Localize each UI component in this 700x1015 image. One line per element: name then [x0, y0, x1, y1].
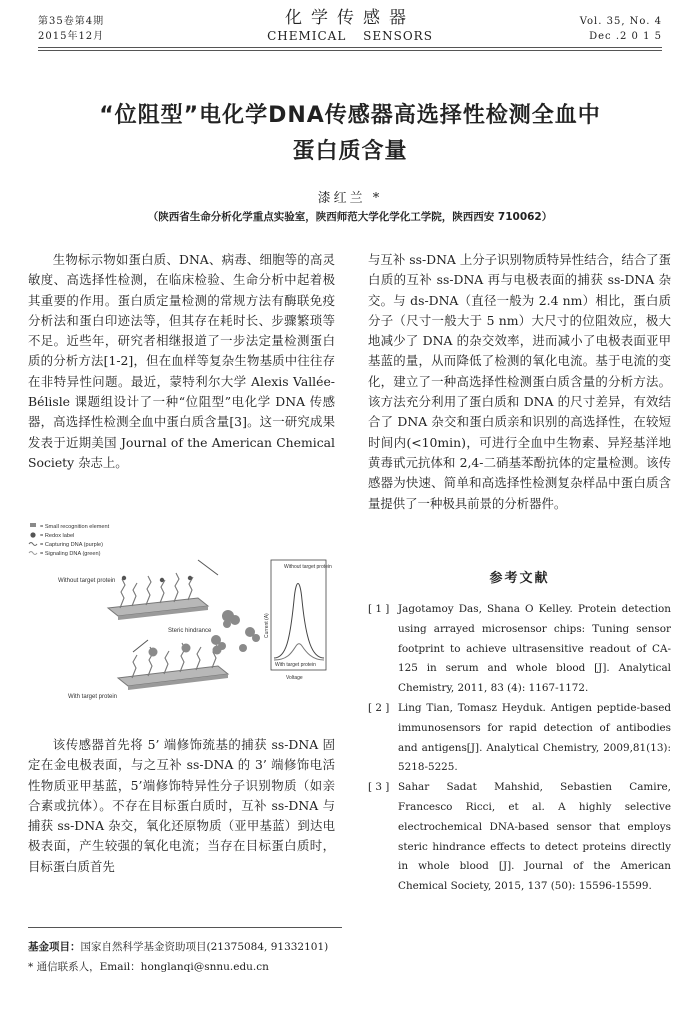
affiliation: （陕西省生命分析化学重点实验室，陕西师范大学化学化工学院，陕西西安 710062）	[147, 211, 553, 223]
running-header-left	[38, 14, 104, 44]
body-column-right	[368, 250, 671, 514]
date-en: Dec .2 0 1 5	[589, 31, 662, 42]
title-line: “位阻型”电化学DNA传感器高选择性检测全血中	[99, 103, 601, 128]
reference-item	[368, 699, 671, 778]
figure-sensor-scheme	[28, 520, 333, 720]
target-protein-blobs	[211, 610, 260, 652]
plot-axis-y: Current (A)	[264, 613, 270, 638]
legend-item: = Small recognition element	[40, 524, 110, 530]
electrode-without-target	[108, 573, 208, 620]
plot-label-without: Without target protein	[284, 564, 332, 570]
reference-text: Jagotamoy Das, Shana O Kelley. Protein detection using arrayed microsensor chips: Tuning sensor footprint to achieve ultrasensitive readout of CA-125 in serum and whole blood [J]. Analytical Chemistry, 2011, 83 (4): 1167-1172.	[398, 603, 671, 695]
legend-marker-capturing	[29, 543, 37, 546]
journal-name-cn: 化学传感器	[285, 8, 415, 28]
reference-text: Ling Tian, Tomasz Heyduk. Antigen peptide-based immunosensors for rapid detection of antibodies and antigens[J]. Analytical Chemistry, 2009,81(13): 5218-5225.	[398, 701, 671, 774]
label-without-target: Without target protein	[58, 578, 116, 584]
journal-name-en: CHEMICAL SENSORS	[267, 29, 433, 43]
references-heading: 参考文献	[489, 571, 550, 586]
footnote-rule	[28, 927, 342, 928]
reference-text: Sahar Sadat Mahshid, Sebastien Camire, Francesco Ricci, et al. A highly selective electrochemical DNA-based sensor that employs steric hindrance effects to detect proteins directly in whole blood [J]. Journal of the American Chemical Society, 2015, 137 (50): 15596-15599.	[398, 781, 671, 893]
header-rule	[38, 50, 662, 51]
body-column-left	[28, 250, 335, 473]
volume-issue-cn: 第35卷第4期	[38, 16, 105, 27]
author: 漆红兰 *	[317, 191, 383, 206]
legend-marker-redox	[30, 532, 35, 537]
paragraph: 与互补 ss-DNA 上分子识别物质特异性结合，结合了蛋白质的互补 ss-DNA 再与电极表面的捕获 ss-DNA 杂交。与 ds-DNA（直径一般为 2.4 nm）相比，蛋白质分子（尺寸一般大于 5 nm）大尺寸的位阻效应，极大地减少了 DNA 的杂交效率，进而减小了电极表面亚甲基蓝的量，从而降低了检测的氧化电流。基于电流的变化，建立了一种高选择性检测蛋白质含量的分析方法。该方法充分利用了蛋白质和 DNA 的尺寸差异，有效结合了 DNA 杂交和蛋白质亲和识别的高选择性，在较短时间内(<10min)，可进行全血中生物素、异羟基洋地黄毒甙元抗体和 2,4-二硝基苯酚抗体的定量检测。该传感器为快速、简单和高选择性检测复杂样品中蛋白质含量提供了一种极具前景的分析器件。	[368, 252, 671, 511]
footnote	[28, 937, 628, 977]
title-line: 蛋白质含量	[292, 139, 408, 164]
contact-note: * 通信联系人，Email：honglanqi@snnu.edu.cn	[28, 961, 269, 973]
figure-legend	[29, 523, 110, 557]
funding-text: 国家自然科学基金资助项目(21375084, 91332101)	[80, 941, 329, 953]
voltammogram-plot	[264, 560, 332, 681]
reference-item	[368, 778, 671, 897]
paragraph: 该传感器首先将 5’ 端修饰巯基的捕获 ss-DNA 固定在金电极表面，与之互补 ss-DNA 的 3’ 端修饰电活性物质亚甲基蓝，5’端修饰特异性分子识别物质（如亲合素或抗体）。不存在目标蛋白质时，互补 ss-DNA 与捕获 ss-DNA 杂交，氧化还原物质（亚甲基蓝）到达电极表面，产生较强的氧化电流；当存在目标蛋白质时，目标蛋白质首先	[28, 737, 335, 874]
label-steric-hindrance: Steric hindrance	[168, 628, 212, 634]
article-title	[50, 98, 650, 170]
funding-label: 基金项目：	[28, 941, 81, 953]
paragraph: 生物标示物如蛋白质、DNA、病毒、细胞等的高灵敏度、高选择性检测，在临床检验、生命分析中起着极其重要的作用。蛋白质定量检测的常规方法有酶联免疫分析法和蛋白印迹法等，但其存在耗时长、步骤繁琐等不足。近些年，研究者相继报道了一步法定量检测蛋白质的分析方法[1-2]，但在血样等复杂生物基质中往往存在非特异性问题。最近，蒙特利尔大学 Alexis Vallée-Bélisle 课题组设计了一种“位阻型”电化学 DNA 传感器，高选择性检测全血中蛋白质含量[3]。这一研究成果发表于近期美国 Journal of the American Chemical Society 杂志上。	[28, 252, 335, 470]
body-column-left-continued	[28, 735, 335, 877]
date-cn: 2015年12月	[38, 31, 105, 42]
legend-marker-signaling	[29, 552, 37, 555]
reference-item	[368, 600, 671, 699]
funding-note	[28, 937, 628, 957]
legend-item: = Capturing DNA (purple)	[40, 542, 103, 548]
legend-item: = Redox label	[40, 533, 75, 539]
reference-list	[368, 600, 671, 897]
reference-number: [ 2 ]	[368, 701, 390, 714]
volume-issue-en: Vol. 35, No. 4	[579, 16, 662, 27]
plot-label-with: With target protein	[275, 662, 316, 668]
legend-marker-recognition	[30, 523, 36, 527]
plot-axis-x: Voltage	[286, 675, 303, 681]
header-rule	[38, 47, 662, 48]
legend-item: = Signaling DNA (green)	[40, 551, 101, 557]
electrode-with-target	[118, 643, 228, 690]
running-header-center	[230, 8, 470, 44]
running-header-right	[580, 14, 662, 44]
reference-number: [ 3 ]	[368, 781, 390, 794]
reference-number: [ 1 ]	[368, 603, 390, 615]
label-with-target: With target protein	[68, 694, 118, 700]
